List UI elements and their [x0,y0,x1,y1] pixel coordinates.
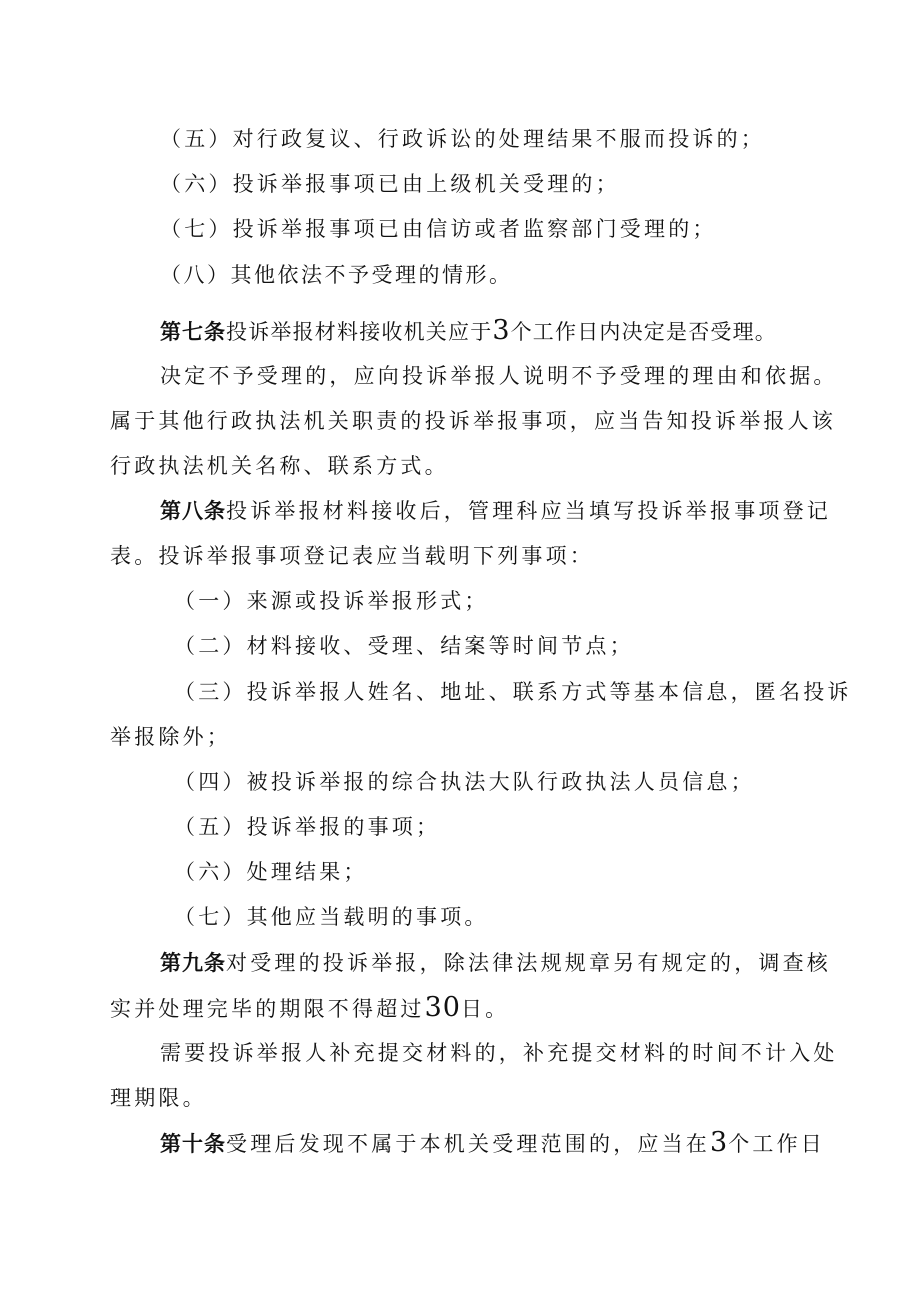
article-8-title: 第八条 [160,499,226,523]
text-line: 属于其他行政执法机关职责的投诉举报事项，应当告知投诉举报人该 [110,409,836,433]
text-line: （七）其他应当载明的事项。 [174,905,489,929]
article-10-line: 第十条受理后发现不属于本机关受理范围的，应当在3个工作日 [160,1127,825,1158]
article-7-line: 第七条投诉举报材料接收机关应于3个工作日内决定是否受理。 [160,315,777,346]
text-line: 决定不予受理的，应向投诉举报人说明不予受理的理由和依据。 [160,364,838,388]
text-line: （八）其他依法不予受理的情形。 [160,263,513,287]
text-line: （五）投诉举报的事项； [174,815,441,839]
text-line: （四）被投诉举报的综合执法大队行政执法人员信息； [174,770,755,794]
text-line: 举报除外； [110,725,231,749]
article-10-title: 第十条 [160,1132,226,1156]
text-line: 表。投诉举报事项登记表应当载明下列事项： [110,544,594,568]
text-line: 理期限。 [110,1086,207,1110]
text-line: （一）来源或投诉举报形式； [174,589,489,613]
text-line: （六）处理结果； [174,860,368,884]
article-9-title: 第九条 [160,951,226,975]
text-line: （七）投诉举报事项已由信访或者监察部门受理的； [160,217,717,241]
article-9-line: 第九条对受理的投诉举报，除法律法规规章另有规定的，调查核 [160,951,831,975]
text-line: （三）投诉举报人姓名、地址、联系方式等基本信息，匿名投诉 [174,680,852,704]
text-line: （六）投诉举报事项已由上级机关受理的； [160,172,620,196]
text-line: 行政执法机关名称、联系方式。 [110,454,449,478]
text-line: （二）材料接收、受理、结案等时间节点； [174,634,634,658]
text-line: 需要投诉举报人补充提交材料的，补充提交材料的时间不计入处 [160,1041,838,1065]
article-7-title: 第七条 [160,320,226,344]
text-line: （五）对行政复议、行政诉讼的处理结果不服而投诉的； [160,127,765,151]
text-line: 实并处理完毕的期限不得超过30日。 [110,992,510,1023]
article-8-line: 第八条投诉举报材料接收后，管理科应当填写投诉举报事项登记 [160,499,831,523]
